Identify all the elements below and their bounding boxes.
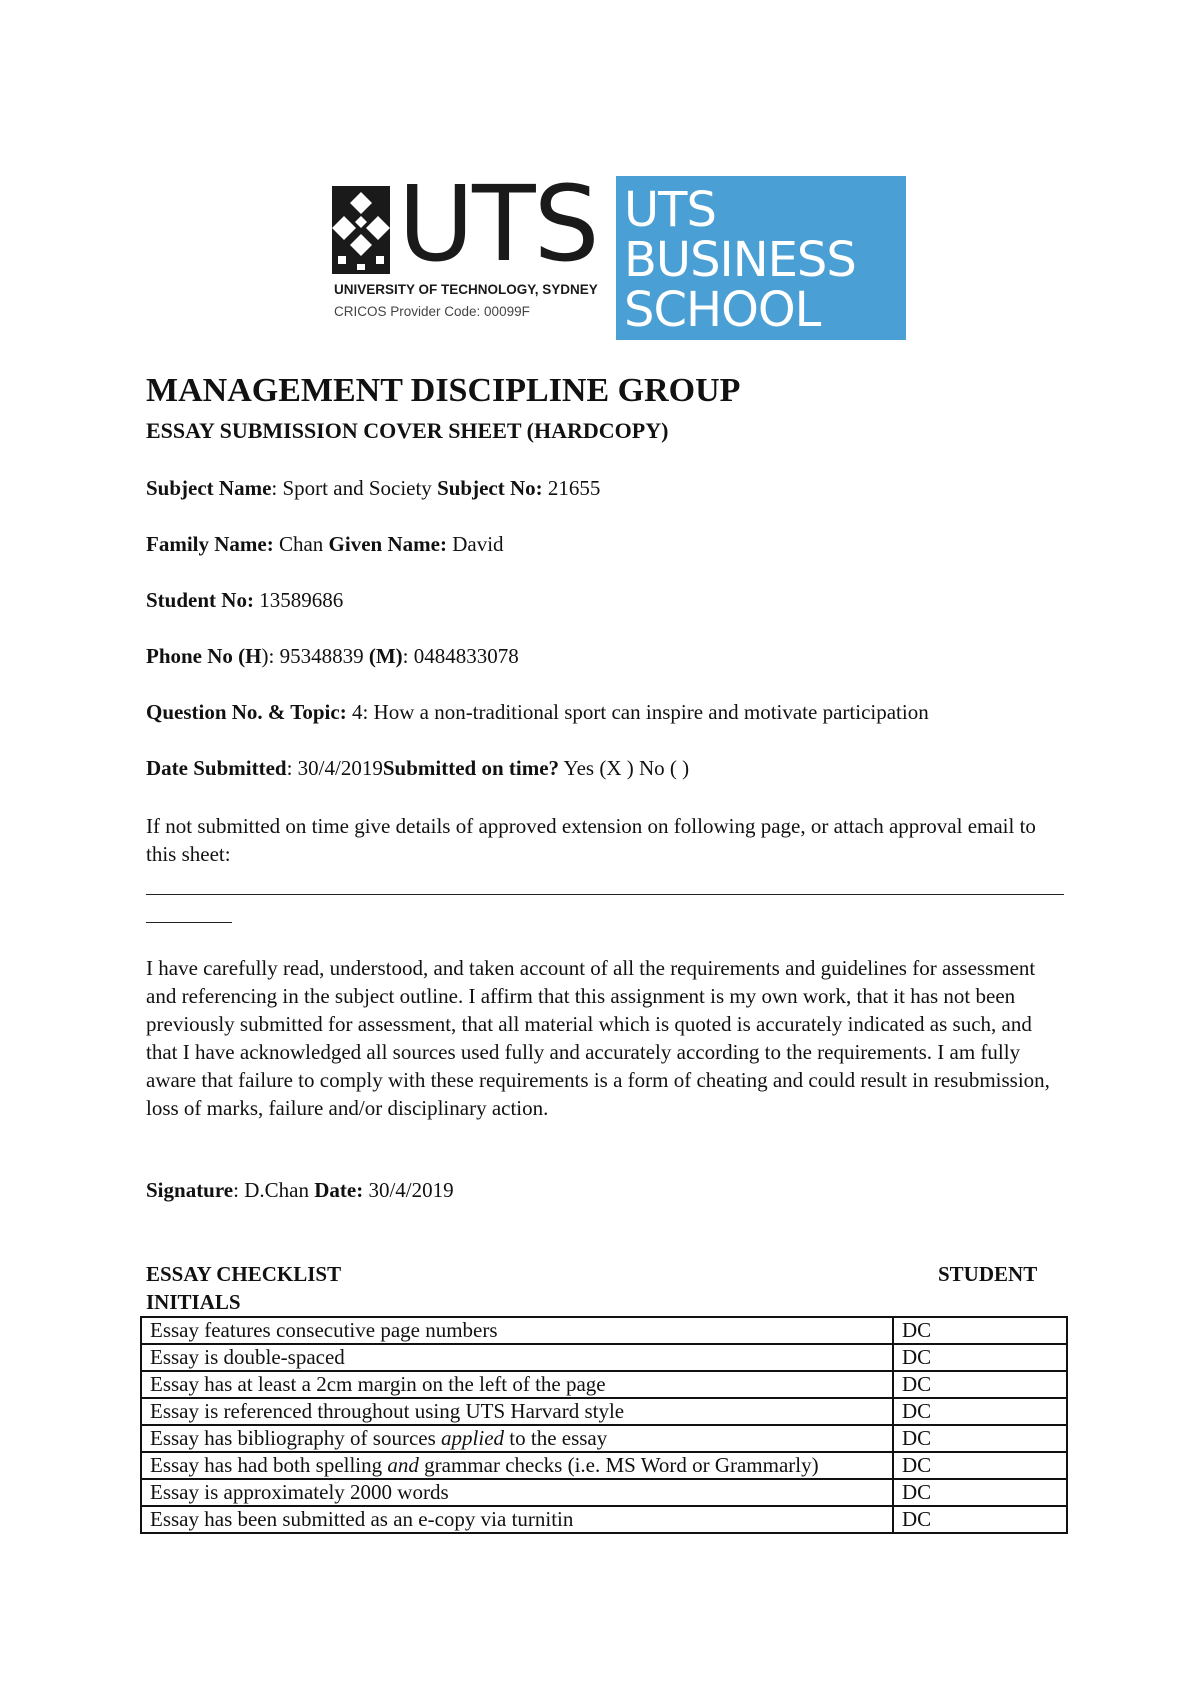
business-school-line-3: SCHOOL bbox=[624, 282, 821, 338]
given-name-label: Given Name: bbox=[328, 532, 447, 556]
given-name-value: David bbox=[446, 532, 504, 556]
uts-crest-icon bbox=[332, 186, 390, 274]
family-name-value: Chan bbox=[273, 532, 329, 556]
checklist-item: Essay is double-spaced bbox=[141, 1344, 893, 1371]
page-subtitle: ESSAY SUBMISSION COVER SHEET (HARDCOPY) bbox=[146, 418, 669, 443]
business-school-logo bbox=[616, 176, 906, 340]
checklist-initials: DC bbox=[893, 1479, 1067, 1506]
phone-line bbox=[146, 644, 519, 669]
checklist-item bbox=[141, 1425, 893, 1452]
student-no-value: 13589686 bbox=[253, 588, 344, 612]
signature-line bbox=[146, 1178, 454, 1203]
checklist-item-em: and bbox=[387, 1453, 419, 1477]
subject-name-label: Subject Name bbox=[146, 476, 272, 500]
table-row bbox=[141, 1317, 1067, 1344]
checklist-initials-header-2: INITIALS bbox=[146, 1290, 241, 1314]
checklist-initials-header: STUDENT bbox=[938, 1262, 1038, 1286]
checklist-item-post: to the essay bbox=[504, 1426, 608, 1450]
question-label: Question No. & Topic: bbox=[146, 700, 347, 724]
checklist-initials: DC bbox=[893, 1371, 1067, 1398]
signature-label: Signature bbox=[146, 1178, 234, 1202]
phone-m-value: : 0484833078 bbox=[402, 644, 519, 668]
checklist-item-em: applied bbox=[441, 1426, 505, 1450]
business-school-line-1: UTS bbox=[624, 182, 716, 238]
checklist-item: Essay is referenced throughout using UTS Harvard style bbox=[141, 1398, 893, 1425]
table-row bbox=[141, 1425, 1067, 1452]
question-line bbox=[146, 700, 929, 725]
checklist-item bbox=[141, 1452, 893, 1479]
table-row bbox=[141, 1371, 1067, 1398]
checklist-item: Essay features consecutive page numbers bbox=[141, 1317, 893, 1344]
business-school-line-2: BUSINESS bbox=[624, 232, 856, 288]
checklist-title bbox=[146, 1260, 341, 1316]
checklist-initials: DC bbox=[893, 1344, 1067, 1371]
table-row bbox=[141, 1344, 1067, 1371]
signature-date-value: 30/4/2019 bbox=[363, 1178, 454, 1202]
uts-university-name: UNIVERSITY OF TECHNOLOGY, SYDNEY bbox=[334, 282, 598, 297]
phone-h-value: ): 95348839 bbox=[261, 644, 369, 668]
page-title: MANAGEMENT DISCIPLINE GROUP bbox=[146, 372, 741, 409]
table-row bbox=[141, 1452, 1067, 1479]
phone-m-label: (M) bbox=[368, 644, 403, 668]
student-no-label: Student No: bbox=[146, 588, 254, 612]
declaration-text: I have carefully read, understood, and taken account of all the requirements and guidelines for assessment and referencing in the subject outline. I affirm that this assignment is my own work, that it has not been previously submitted for assessment, that all material which is quoted is accurately indicated as such, and that I have acknowledged all sources used fully and accurately according to the requirements. I am fully aware that failure to comply with these requirements is a form of cheating and could result in resubmission, loss of marks, failure and/or disciplinary action. bbox=[146, 956, 1050, 1120]
student-no-line bbox=[146, 588, 343, 613]
subject-no-label: Subject No: bbox=[437, 476, 543, 500]
table-row bbox=[141, 1398, 1067, 1425]
uts-logo bbox=[332, 163, 602, 326]
checklist-initials: DC bbox=[893, 1506, 1067, 1533]
date-submitted-value: : 30/4/2019 bbox=[286, 756, 383, 780]
checklist-initials: DC bbox=[893, 1398, 1067, 1425]
subject-line bbox=[146, 476, 600, 501]
checklist-item: Essay is approximately 2000 words bbox=[141, 1479, 893, 1506]
checklist-item: Essay has at least a 2cm margin on the left of the page bbox=[141, 1371, 893, 1398]
uts-cricos-code: CRICOS Provider Code: 00099F bbox=[334, 304, 530, 319]
checklist-item-post: grammar checks (i.e. MS Word or Grammarly) bbox=[418, 1453, 819, 1477]
checklist-item-pre: Essay has bibliography of sources bbox=[150, 1426, 442, 1450]
table-row bbox=[141, 1506, 1067, 1533]
essay-checklist-table bbox=[140, 1316, 1068, 1534]
checklist-initials: DC bbox=[893, 1452, 1067, 1479]
table-row bbox=[141, 1479, 1067, 1506]
extension-note: If not submitted on time give details of approved extension on following page, or attach approval email to this sheet: bbox=[146, 814, 1036, 866]
checklist-item-pre: Essay has had both spelling bbox=[150, 1453, 388, 1477]
question-value: 4: How a non-traditional sport can inspire and motivate participation bbox=[346, 700, 929, 724]
subject-name-value: : Sport and Society bbox=[271, 476, 438, 500]
phone-h-label: Phone No (H bbox=[146, 644, 262, 668]
extension-rule bbox=[146, 894, 1064, 895]
checklist-initials: DC bbox=[893, 1317, 1067, 1344]
checklist-item: Essay has been submitted as an e-copy via turnitin bbox=[141, 1506, 893, 1533]
signature-value: : D.Chan bbox=[233, 1178, 315, 1202]
family-name-label: Family Name: bbox=[146, 532, 274, 556]
name-line bbox=[146, 532, 504, 557]
signature-date-label: Date: bbox=[314, 1178, 364, 1202]
date-submitted-label: Date Submitted bbox=[146, 756, 287, 780]
date-submitted-line bbox=[146, 756, 689, 781]
on-time-label: Submitted on time? bbox=[382, 756, 560, 780]
checklist-initials: DC bbox=[893, 1425, 1067, 1452]
on-time-value: Yes (X ) No ( ) bbox=[559, 756, 690, 780]
extension-rule-continued bbox=[146, 922, 232, 923]
subject-no-value: 21655 bbox=[542, 476, 601, 500]
uts-wordmark: UTS bbox=[398, 163, 598, 285]
checklist-title-text: ESSAY CHECKLIST bbox=[146, 1262, 342, 1286]
